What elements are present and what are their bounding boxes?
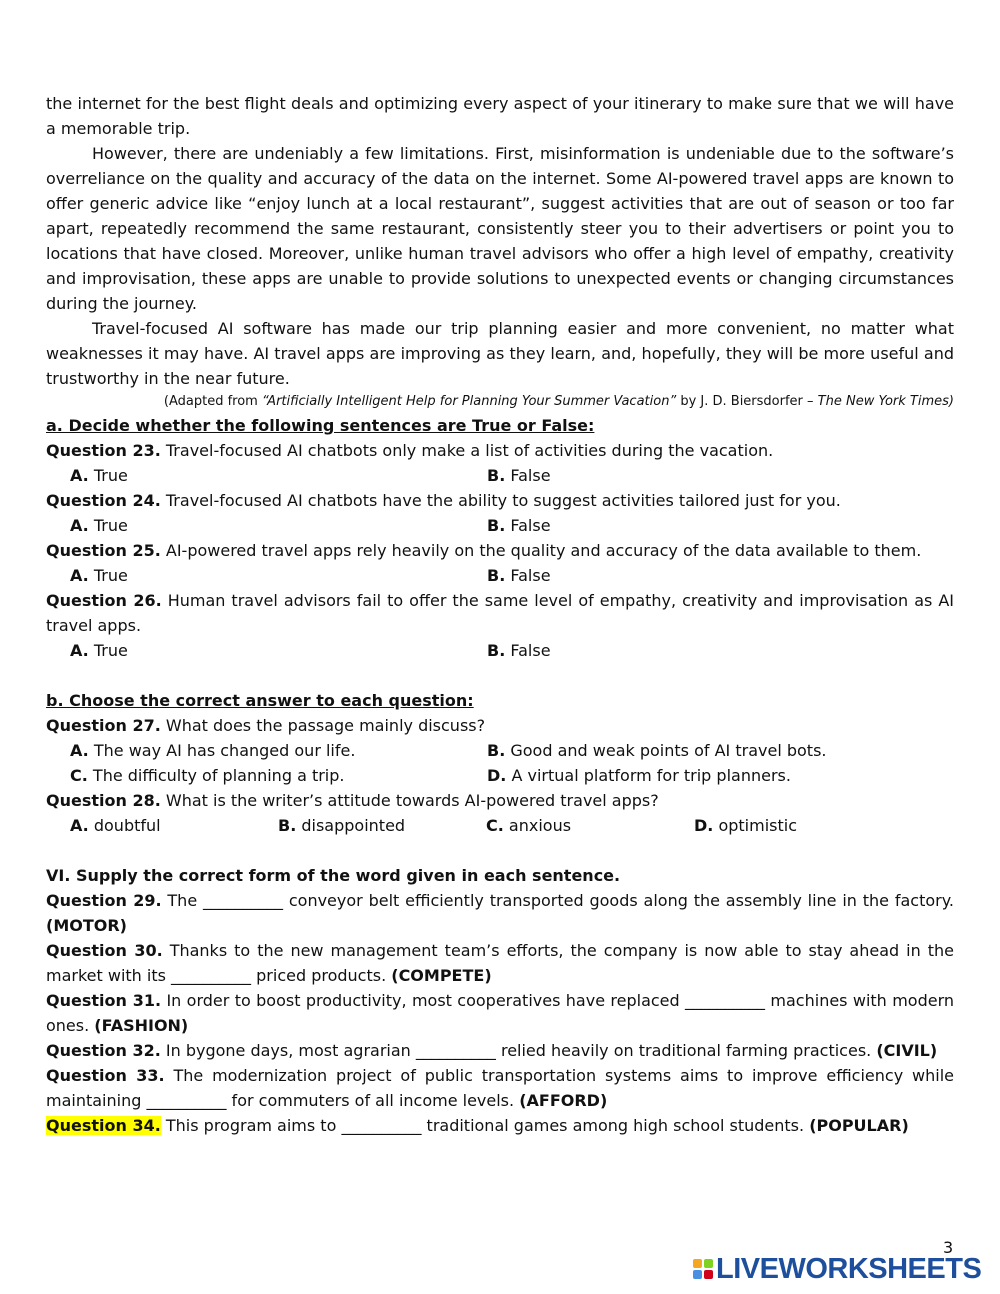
question-24-options [46,513,954,538]
option-b[interactable] [487,738,904,763]
logo-square [693,1259,702,1268]
question-text: What is the writer’s attitude towards AI-powered travel apps? [160,791,659,810]
option-letter: A. [70,741,89,760]
option-b[interactable] [487,463,904,488]
option-text: The way AI has changed our life. [88,741,356,760]
question-27 [46,713,954,738]
question-text: Thanks to the new management team’s efforts, the company is now able to stay ahead in the market with its [46,941,955,985]
option-letter: A. [70,516,89,535]
source-title: “Artificially Intelligent Help for Planning Your Summer Vacation” [261,394,677,409]
spacer [46,663,954,688]
logo-squares-icon [693,1259,713,1279]
answer-blank[interactable]: __________ [415,1041,496,1060]
option-letter: B. [487,466,506,485]
question-24 [46,488,954,513]
section-b-heading: b. Choose the correct answer to each question: [46,691,474,710]
option-b[interactable] [487,638,904,663]
question-33 [46,1063,954,1113]
option-text: True [88,641,128,660]
section-a-heading: a. Decide whether the following sentences are True or False: [46,416,595,435]
option-text: anxious [503,816,572,835]
question-text: In order to boost productivity, most cooperatives have replaced [161,991,686,1010]
option-letter: A. [70,566,89,585]
answer-blank[interactable]: __________ [341,1116,422,1135]
question-25-options [46,563,954,588]
option-b[interactable] [487,513,904,538]
answer-blank[interactable]: __________ [171,966,252,985]
source-author: by J. D. Biersdorfer – [676,394,818,409]
question-text: machines with modern ones. [46,991,954,1035]
question-29 [46,888,954,938]
question-27-options-row-1 [46,738,954,763]
question-text: for commuters of all income levels. [226,1091,520,1110]
question-number: Question 31. [46,991,162,1010]
option-text: False [505,566,551,585]
question-text: traditional games among high school students. [421,1116,810,1135]
question-text: This program aims to [160,1116,342,1135]
option-letter: B. [278,816,297,835]
question-30 [46,938,954,988]
question-number: Question 27. [46,716,161,735]
option-a[interactable] [70,738,487,763]
passage-paragraph-3: Travel-focused AI software has made our trip planning easier and more convenient, no matter what weaknesses it may have. AI travel apps are improving as they learn, and, hopefully, they will be more useful and trustworthy in the near future. [46,319,954,388]
word-hint: (AFFORD) [519,1091,608,1110]
word-hint: (COMPETE) [391,966,492,985]
option-text: doubtful [88,816,161,835]
section-vi-heading: VI. Supply the correct form of the word given in each sentence. [46,866,621,885]
option-text: optimistic [713,816,797,835]
option-c[interactable] [70,763,487,788]
option-text: True [88,516,128,535]
option-text: True [88,566,128,585]
question-text: conveyor belt efficiently transported goods along the assembly line in the factory. [283,891,955,910]
option-letter: C. [70,766,88,785]
question-23-options [46,463,954,488]
option-letter: B. [487,741,506,760]
option-d[interactable] [487,763,904,788]
question-number: Question 32. [46,1041,161,1060]
question-25 [46,538,954,563]
option-letter: A. [70,466,89,485]
option-text: The difficulty of planning a trip. [87,766,345,785]
option-letter: D. [487,766,507,785]
question-27-options-row-2 [46,763,954,788]
option-text: True [88,466,128,485]
word-hint: (MOTOR) [46,916,127,935]
option-letter: B. [487,641,506,660]
option-letter: B. [487,516,506,535]
question-31 [46,988,954,1038]
question-text: priced products. [251,966,392,985]
option-text: Good and weak points of AI travel bots. [505,741,827,760]
question-34 [46,1113,954,1138]
word-hint: (POPULAR) [809,1116,909,1135]
question-number: Question 28. [46,791,161,810]
logo-square [704,1270,713,1279]
source-publication: The New York Times) [817,394,954,409]
question-number: Question 24. [46,491,161,510]
word-hint: (FASHION) [94,1016,189,1035]
question-number-highlighted: Question 34. [46,1116,161,1135]
question-number: Question 25. [46,541,161,560]
question-32 [46,1038,954,1063]
worksheet-page [46,91,954,1138]
question-28 [46,788,954,813]
question-text: The [161,891,204,910]
question-text: Human travel advisors fail to offer the same level of empathy, creativity and improvisation as AI travel apps. [46,591,955,635]
option-text: disappointed [296,816,406,835]
option-text: A virtual platform for trip planners. [506,766,791,785]
option-text: False [505,516,551,535]
logo-text: LIVEWORKSHEETS [716,1252,982,1285]
option-letter: D. [694,816,714,835]
logo-square [704,1259,713,1268]
question-28-options [46,813,954,838]
option-a[interactable] [70,813,278,838]
question-26-options [46,638,954,663]
option-b[interactable] [487,563,904,588]
option-letter: B. [487,566,506,585]
option-letter: A. [70,816,89,835]
option-b[interactable] [278,813,486,838]
option-d[interactable] [694,813,902,838]
option-letter: C. [486,816,504,835]
question-text: What does the passage mainly discuss? [160,716,486,735]
passage-paragraph-2: However, there are undeniably a few limitations. First, misinformation is undeniable due to the software’s overreliance on the quality and accuracy of the data on the internet. Some AI-powered travel apps are known to offer generic advice like “enjoy lunch at a local restaurant”, suggest activities that are out of season or too far apart, repeatedly recommend the same restaurant, consistently steer you to their advertisers or point you to locations that have closed. Moreover, unlike human travel advisors who offer a high level of empathy, creativity and improvisation, these apps are unable to provide solutions to unexpected events or changing circumstances during the journey. [46,144,954,313]
question-text: relied heavily on traditional farming practices. [495,1041,877,1060]
option-letter: A. [70,641,89,660]
option-a[interactable] [70,638,487,663]
option-a[interactable] [70,463,487,488]
option-c[interactable] [486,813,694,838]
question-23 [46,438,954,463]
page-number: 3 [943,1238,954,1257]
question-text: In bygone days, most agrarian [160,1041,416,1060]
question-text: The modernization project of public transportation systems aims to improve efficiency while maintaining [46,1066,954,1110]
option-text: False [505,466,551,485]
passage-paragraph-1: the internet for the best flight deals and optimizing every aspect of your itinerary to make sure that we will have a memorable trip. [46,94,954,138]
question-number: Question 33. [46,1066,165,1085]
spacer [46,838,954,863]
answer-blank[interactable]: __________ [203,891,284,910]
question-26 [46,588,954,638]
option-a[interactable] [70,563,487,588]
liveworksheets-logo [693,1254,981,1284]
word-hint: (CIVIL) [876,1041,938,1060]
question-text: AI-powered travel apps rely heavily on the quality and accuracy of the data available to them. [160,541,922,560]
question-number: Question 29. [46,891,162,910]
question-text: Travel-focused AI chatbots have the ability to suggest activities tailored just for you. [160,491,841,510]
answer-blank[interactable]: __________ [685,991,766,1010]
logo-square [693,1270,702,1279]
question-number: Question 26. [46,591,162,610]
passage-source [46,391,954,413]
question-number: Question 23. [46,441,161,460]
option-text: False [505,641,551,660]
question-text: Travel-focused AI chatbots only make a list of activities during the vacation. [160,441,774,460]
source-prefix: (Adapted from [163,394,262,409]
answer-blank[interactable]: __________ [146,1091,227,1110]
option-a[interactable] [70,513,487,538]
question-number: Question 30. [46,941,163,960]
